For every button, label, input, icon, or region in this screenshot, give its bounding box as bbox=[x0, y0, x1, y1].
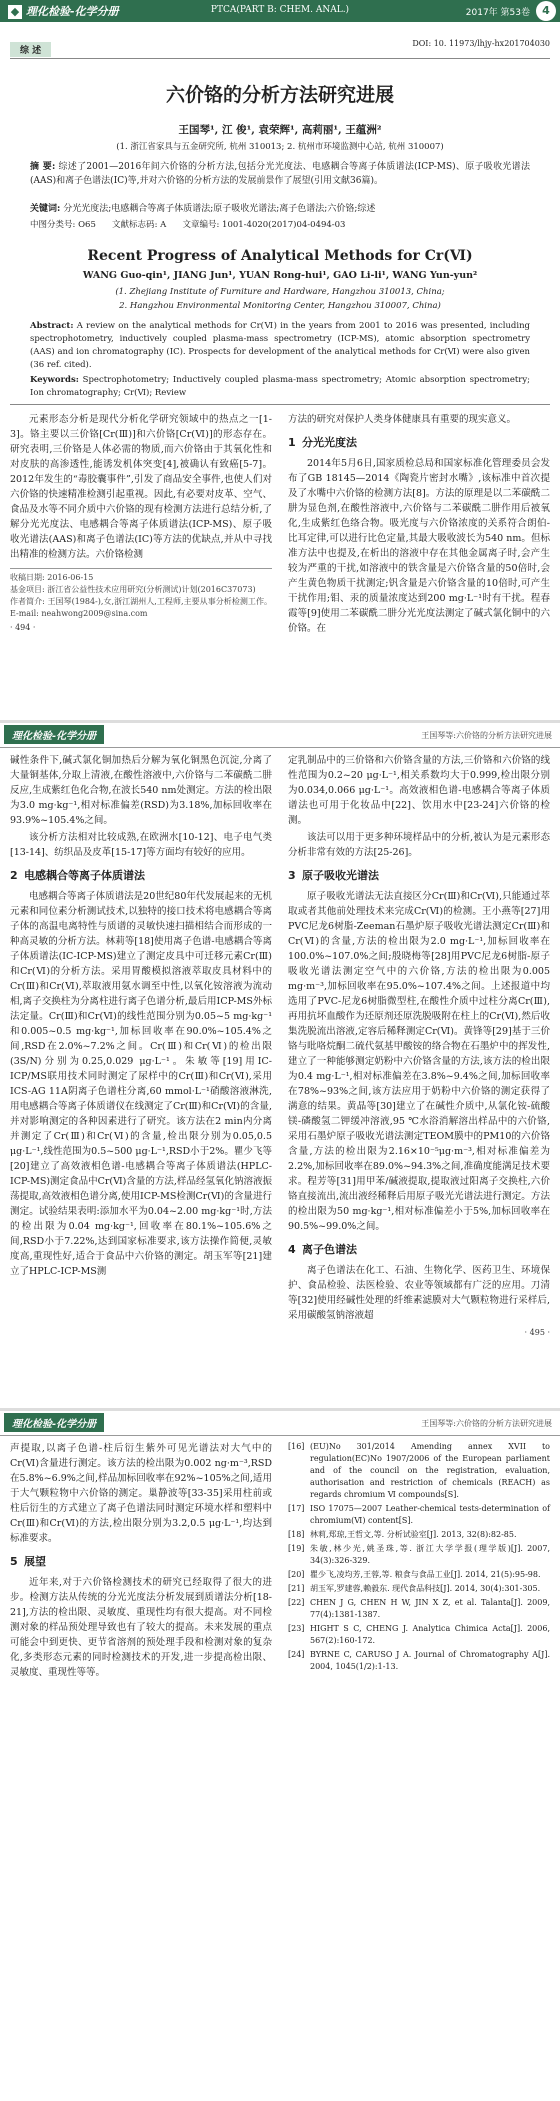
journal-logo-3: 理化检验-化学分册 bbox=[4, 1413, 104, 1432]
authors-en: WANG Guo-qin¹, JIANG Jun¹, YUAN Rong-hui¹, GAO Li-li¹, WANG Yun-yun² bbox=[82, 270, 478, 281]
keywords-en-block bbox=[30, 374, 530, 400]
reference-number: [20] bbox=[288, 1570, 305, 1579]
page1-right-column bbox=[288, 412, 550, 638]
reference-number: [16] bbox=[288, 1442, 305, 1451]
abstract-label-cn: 摘 要: bbox=[30, 162, 56, 172]
section-2-text: 电感耦合等离子体质谱法是20世纪80年代发展起来的无机元素和同位素分析测试技术,以独特的接口技术将电感耦合等离子体的高温电离特性与质谱的灵敏快速扫描相结合而形成的一种高灵敏的分析方法。林莉等[18]使用离子色谱-电感耦合等离子体质谱法(IC-ICP-MS)建立了测定皮具中可迁移元素Cr(Ⅲ)和Cr(Ⅵ)的分析方法。采用胃酸模拟溶液萃取皮具材料中的Cr(Ⅲ)和Cr(Ⅵ),萃取液用氨水调至中性,以氧化铵溶液为流动相,离子交换柱为分离柱进行离子色谱分析,最后用ICP-MS外标法定量。Cr(Ⅲ)和Cr(Ⅵ)的线性范围分别为0.05~5 mg·kg⁻¹和0.005~0.5 mg·kg⁻¹,加标回收率在90.0%~105.4%之间,RSD在2.0%~7.2%之间。Cr(Ⅲ)和Cr(Ⅵ)的检出限(3S/N)分别为0.25,0.029 μg·L⁻¹。朱敏等[19]用IC-ICP/MS联用技术同时测定了尿样中的Cr(Ⅲ)和Cr(Ⅵ),采用ICS-AG 11A阴离子色谱柱分离,60 mmol·L⁻¹硝酸溶液淋洗,用电感耦合等离子体质谱仪在线测定了Cr(Ⅲ)和Cr(Ⅵ)的含量,并对影响测定的各种因素进行了研究。该方法在2 min内分离并测定了Cr(Ⅲ)和Cr(Ⅵ)的含量,检出限分别为0.05,0.5 μg·L⁻¹,线性范围为0.5~500 μg·L⁻¹,RSD小于2%。瞿少飞等[20]建立了高效液相色谱-电感耦合等离子体质谱法(HPLC-ICP-MS)测定食品中Cr(Ⅵ)含量的方法,样品经氢氧化钠溶液振荡提取,高效液相色谱分离,使用ICP-MS检测Cr(Ⅵ)的含量进行测定。试验结果表明:添加水平为0.04~2.00 mg·kg⁻¹时,方法的检出限为0.04 mg·kg⁻¹,回收率在80.1%~105.6%之间,RSD小于7.22%,达到国家标准要求,该方法操作简便,灵敏度高,重现性好,适合于食品中六价铬的测定。胡玉军等[21]建立了HPLC-ICP-MS测 bbox=[10, 891, 272, 1277]
authors-cn: 王国琴¹, 江 俊¹, 袁荣辉¹, 高莉丽¹, 王蕴洲² bbox=[178, 124, 382, 136]
reference-item bbox=[288, 1569, 550, 1581]
reference-text: CHEN J G, CHEN H W, JIN X Z, et al. Talanta[J]. 2009, 77(4):1381-1387. bbox=[310, 1598, 550, 1619]
keywords-cn: 分光光度法;电感耦合等离子体质谱法;原子吸收光谱法;离子色谱法;六价铬;综述 bbox=[63, 204, 376, 214]
keywords-en: Spectrophotometry; Inductively coupled plasma-mass spectrometry; Atomic absorption spectrometry; Ion chromatography; Cr(Ⅵ); Review bbox=[30, 375, 530, 398]
reference-item bbox=[288, 1543, 550, 1567]
page-number-2: · 495 · bbox=[524, 1328, 550, 1337]
section-3-text: 原子吸收光谱法无法直接区分Cr(Ⅲ)和Cr(Ⅵ),只能通过萃取或者其他前处理技术来完成Cr(Ⅵ)的检测。王小燕等[27]用PVC尼龙6树脂-Zeeman石墨炉原子吸收光谱法测定Cr(Ⅲ)和Cr(Ⅵ)的含量,方法的检出限为2.0 mg·L⁻¹,加标回收率在100.0%~107.0%之间;殷晓梅等[28]用PVC尼龙6树脂-原子吸收光谱法测定空气中的六价铬,方法的检出限为0.005 mg·m⁻³,加标回收率在95.0%~107.4%之间。上述报道中均选用了PVC-尼龙6树脂微型柱,在酸性介质中过柱分离Cr(Ⅲ),再用抗坏血酸作为还原剂还原洗脱吸附在柱上的Cr(Ⅵ),然后收集洗脱流出溶液,定容后稀释测定Cr(Ⅵ)。黄锋等[29]基于三价铬与吡咯烷酮二硫代氨基甲酸铵的络合物在石墨炉中的挥发性,建立了一种能够测定奶粉中六价铬含量的方法,该方法的检出限为0.4 mg·L⁻¹,相对标准偏差在3.8%~9.4%之间,加标回收率在78%~93%之间,该方法应用于奶粉中六价铬的测定获得了满意的结果。黄晶等[30]建立了在碱性介质中,从氯化铵-硫酸镁-磷酸氢二钾缓冲溶液,95 ℃水浴消解溶出样品中的六价铬,采用石墨炉原子吸收光谱法测定TEOM膜中的PM10的六价铬含量,方法的检出限为2.16×10⁻⁵μg·m⁻³,相对标准偏差为2.2%,加标回收率在89.0%~94.3%之间,准确度能满足技术要求。程芳等[31]用甲苯/碱液提取,提取液过阳离子交换柱,六价铬直接流出,流出液经稀释后用原子吸光光谱法进行测定。方法的检出限为50 mg·kg⁻¹,相对标准偏差小于5%,加标回收率在90.5%~99.0%之间。 bbox=[288, 891, 550, 1232]
reference-text: 胡玉军,罗建蓉,赖毅东. 现代食品科技[J]. 2014, 30(4):301-305. bbox=[310, 1584, 541, 1593]
running-title-3: 王国琴等:六价铬的分析方法研究进展 bbox=[421, 1419, 552, 1428]
reference-number: [23] bbox=[288, 1624, 305, 1633]
keywords-cn-block bbox=[30, 202, 530, 216]
page-number: · 494 · bbox=[10, 623, 36, 632]
section-4-text: 离子色谱法在化工、石油、生物化学、医药卫生、环境保护、食品检验、法医检验、农业等领域都有广泛的应用。刀清等[32]使用经碱性处理的纤维素滤膜对大气颗粒物进行采样后,采用碳酸氢钠溶液超 bbox=[288, 1265, 550, 1321]
section-2-heading: 2 电感耦合等离子体质谱法 bbox=[10, 869, 145, 882]
intro-paragraph-cont: 方法的研究对保护人类身体健康具有重要的现实意义。 bbox=[288, 414, 517, 425]
reference-text: 瞿少飞,凌均芳,王蓉,等. 粮食与食品工业[J]. 2014, 21(5):95-98. bbox=[310, 1570, 541, 1579]
intro-paragraph: 元素形态分析是现代分析化学研究领域中的热点之一[1-3]。铬主要以三价铬[Cr(Ⅲ)]和六价铬[Cr(Ⅵ)]的形态存在。研究表明,三价铬是人体必需的物质,而六价铬由于其氧化性和对皮肤的高渗透性,能诱发机体突变[4],被确认有致癌[5-7]。2012年发生的“毒胶囊事件”,引发了商品安全事件,也使人们对六价铬的快速精准检测引起重视。因此,有必要对皮革、空气、食品及水等不同介质中六价铬的现有检测方法进行总结分析,了解分光光度法、电感耦合等离子体质谱法(ICP-MS)、原子吸收光谱法(AAS)和离子色谱法(IC)等方法的优缺点,并从中寻找出精准的检测方法。六价铬检测 bbox=[10, 414, 272, 560]
reference-number: [21] bbox=[288, 1584, 305, 1593]
abstract-en-block bbox=[30, 320, 530, 372]
journal-header-2 bbox=[0, 723, 560, 748]
reference-number: [24] bbox=[288, 1650, 305, 1659]
reference-number: [17] bbox=[288, 1504, 305, 1513]
reference-number: [18] bbox=[288, 1530, 305, 1539]
page3-left-column bbox=[10, 1441, 272, 1682]
classification-line: 中图分类号: O65 文献标志码: A 文章编号: 1001-4020(2017)04-0494-03 bbox=[30, 220, 346, 230]
running-title-2: 王国琴等:六价铬的分析方法研究进展 bbox=[421, 731, 552, 740]
section-tag: 综 述 bbox=[10, 42, 51, 57]
logo-mark-icon: ◆ bbox=[8, 5, 22, 19]
reference-number: [19] bbox=[288, 1544, 305, 1553]
reference-text: 林莉,郑琼,王哲文,等. 分析试验室[J]. 2013, 32(8):82-85. bbox=[310, 1530, 517, 1539]
section-3-heading: 3 原子吸收光谱法 bbox=[288, 869, 379, 882]
journal-logo-2: 理化检验-化学分册 bbox=[4, 725, 104, 744]
section-1-text: 2014年5月6日,国家质检总局和国家标准化管理委员会发布了GB 18145—2014《陶瓷片密封水嘴》,该标准中首次提及了水嘴中六价铬的检测方法[8]。方法的原理是以二苯碳酰二肼为显色剂,在酸性溶液中,六价铬与二苯碳酰二肼作用后被氧化,生成紫红色络合物。吸光度与六价铬浓度的关系符合朗伯-比耳定律,可以进行比色定量,其最大吸收波长为540 nm。但标准方法中也提及,在析出的溶液中存在其他金属离子时,会产生较为严重的干扰,如溶液中的铁含量是六价铬含量的50倍时,会产生黄色物质干扰测定;钒含量是六价铬含量的10倍时,可产生干扰作用;钼、汞的质量浓度达到200 mg·L⁻¹时有干扰。程春霞等[9]使用二苯碳酰二肼分光光度法测定了碱式氯化铜中的六价铬。在 bbox=[288, 458, 550, 634]
reference-item bbox=[288, 1583, 550, 1595]
reference-text: ISO 17075—2007 Leather-chemical tests-determination of chromium(Ⅵ) content[S]. bbox=[310, 1504, 550, 1525]
affiliation-en-2: 2. Hangzhou Environmental Monitoring Center, Hangzhou 310007, China) bbox=[119, 301, 441, 311]
affiliation-cn: (1. 浙江省家具与五金研究所, 杭州 310013; 2. 杭州市环境监测中心站, 杭州 310007) bbox=[116, 142, 444, 152]
section-2-text-cont: 定乳制品中的三价铬和六价铬含量的方法,三价铬和六价铬的线性范围为0.2~20 μg·L⁻¹,相关系数均大于0.999,检出限分别为0.034,0.066 μg·L⁻¹。高效液相色谱-电感耦合等离子体质谱法也可用于化妆品中[22]、饮用水中[23-24]六价铬的检测。 bbox=[288, 755, 550, 826]
reference-number: [22] bbox=[288, 1598, 305, 1607]
section-2-text-summary: 该法可以用于更多种环境样品中的分析,被认为是元素形态分析非常有效的方法[25-26]。 bbox=[288, 832, 550, 858]
page2-right-column bbox=[288, 753, 550, 1340]
title-cn: 六价铬的分析方法研究进展 bbox=[165, 84, 394, 106]
journal-header bbox=[0, 0, 560, 26]
abstract-cn: 综述了2001—2016年间六价铬的分析方法,包括分光光度法、电感耦合等离子体质谱法(ICP-MS)、原子吸收光谱法(AAS)和离子色谱法(IC)等,并对六价铬的分析方法的发展前景作了展望(引用文献36篇)。 bbox=[30, 162, 530, 186]
reference-item bbox=[288, 1649, 550, 1673]
reference-item bbox=[288, 1529, 550, 1541]
affiliation-en-1: (1. Zhejiang Institute of Furniture and Hardware, Hangzhou 310013, China; bbox=[115, 287, 445, 297]
reference-text: (EU)No 301/2014 Amending annex XVII to regulation(EC)No 1907/2006 of the European parliament and of the council on the registration, evaluation, authorisation and restriction of chemicals (REACH) as regards chromium Ⅵ compounds[S]. bbox=[310, 1442, 550, 1499]
reference-text: HIGHT S C, CHENG J. Analytica Chimica Acta[J]. 2006, 567(2):160-172. bbox=[310, 1624, 550, 1645]
page1-left-column bbox=[10, 412, 272, 635]
keywords-label-cn: 关键词: bbox=[30, 204, 61, 214]
title-en: Recent Progress of Analytical Methods for Cr(Ⅵ) bbox=[87, 248, 473, 264]
section-5-text: 近年来,对于六价铬检测技术的研究已经取得了很大的进步。检测方法从传统的分光光度法分析发展到质谱法分析[18-21],方法的检出限、灵敏度、重现性均有很大提高。对不同检测对象的样品预处理导致也有了较大的提高。未来发展的重点可能会中到更快、更节省溶剂的预处理手段和检测对象的复杂化,多类形态元素的同时检测技术的开发,进一步提高检出限、灵敏度、重现性等等。 bbox=[10, 1577, 272, 1678]
references-list bbox=[288, 1441, 550, 1675]
abstract-label-en: Abstract: bbox=[30, 321, 74, 331]
reference-item bbox=[288, 1441, 550, 1501]
reference-text: 朱敏,林少光,姚圣珠,等. 浙江大学学报(理学版)[J]. 2007, 34(3):326-329. bbox=[310, 1544, 550, 1565]
section-1-heading: 1 分光光度法 bbox=[288, 436, 357, 449]
abstract-cn-block bbox=[30, 160, 530, 188]
section-4-heading: 4 离子色谱法 bbox=[288, 1243, 357, 1256]
abstract-en: A review on the analytical methods for Cr(Ⅵ) in the years from 2001 to 2016 was presented, including spectrophotometry, inductively coupled plasma-mass spectrometry (ICP-MS), atomic absorption spectrometry (AAS) and ion chromatography (IC). Prospects for development of the analytical methods for Cr(Ⅵ) were also given (36 ref. cited). bbox=[30, 321, 531, 370]
reference-item bbox=[288, 1597, 550, 1621]
keywords-label-en: Keywords: bbox=[30, 375, 79, 385]
section-4-text-cont: 声提取,以离子色谱-柱后衍生紫外可见光谱法对大气中的Cr(Ⅵ)含量进行测定。该方法的检出限为0.002 ng·m⁻³,RSD在5.8%~6.9%之间,样品加标回收率在92%~105%之间,适用于大气颗粒物中六价铬的测定。巢静波等[33-35]采用柱前或柱后衍生的方式建立了离子色谱法同时测定环境水样和塑料中Cr(Ⅲ)和Cr(Ⅵ)的方法,检出限分别为3.2,0.5 μg·L⁻¹,均达到标准要求。 bbox=[10, 1443, 272, 1544]
issue-number: 4 bbox=[536, 1, 556, 21]
doi: DOI: 10. 11973/lhjy-hx201704030 bbox=[412, 39, 550, 48]
reference-item bbox=[288, 1623, 550, 1647]
journal-volume: 2017年 第53卷 bbox=[465, 8, 530, 18]
journal-logo: ◆ 理化检验-化学分册 bbox=[8, 3, 119, 19]
journal-subtitle: PTCA(PART B: CHEM. ANAL.) bbox=[210, 5, 350, 15]
page-3 bbox=[0, 1408, 560, 2101]
journal-header-3 bbox=[0, 1411, 560, 1436]
page2-left-column bbox=[10, 753, 272, 1281]
footnote-received: 收稿日期: 2016-06-15 bbox=[10, 573, 94, 582]
section-5-heading: 5 展望 bbox=[10, 1555, 46, 1568]
page-1 bbox=[0, 0, 560, 712]
footnote-author: 作者简介: 王国琴(1984-),女,浙江湖州人,工程师,主要从事分析检测工作。E-mail: neahwong2009@sina.com bbox=[10, 597, 272, 618]
section-1-text-summary: 该分析方法相对比较成熟,在欧洲水[10-12]、电子电气类[13-14]、纺织品及皮革[15-17]等方面均有较好的应用。 bbox=[10, 832, 272, 858]
section-1-text-cont: 碱性条件下,碱式氯化铜加热后分解为氧化铜黑色沉淀,分离了大量铜基体,分取上清液,在酸性溶液中,六价铬与二苯碳酰二肼反应,生成紫红色化合物,在波长540 nm处测定。方法的检出限为3.0 mg·kg⁻¹,相对标准偏差(RSD)为3.18%,加标回收率在93.9%~105.4%之间。 bbox=[10, 755, 272, 826]
footnote-block bbox=[10, 568, 272, 620]
section-row bbox=[10, 38, 550, 54]
footnote-fund: 基金项目: 浙江省公益性技术应用研究(分析测试)计划(2016C37073) bbox=[10, 585, 256, 594]
reference-text: BYRNE C, CARUSO J A. Journal of Chromatography A[J]. 2004, 1045(1/2):1-13. bbox=[310, 1650, 550, 1671]
reference-item bbox=[288, 1503, 550, 1527]
page-2 bbox=[0, 720, 560, 1403]
